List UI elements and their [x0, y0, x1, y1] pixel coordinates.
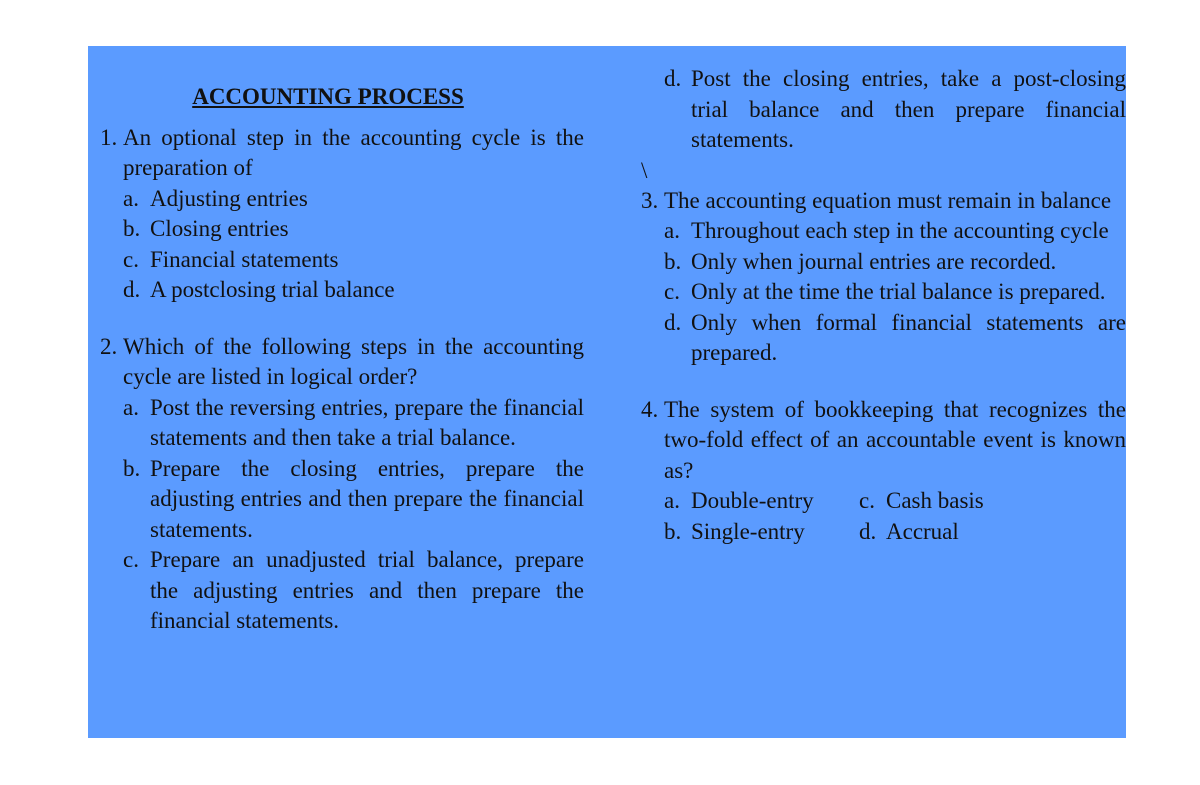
option-letter: a.	[664, 218, 680, 243]
option-text: Throughout each step in the accounting cycle	[691, 218, 1109, 243]
option-text: Only when formal financial statements are prepared.	[691, 309, 1126, 365]
option-letter: c.	[123, 547, 139, 572]
option-text: Single-entry	[691, 518, 805, 544]
option-text: Only at the time the trial balance is prepared.	[691, 279, 1106, 304]
stray-mark: \	[641, 157, 648, 183]
right-column	[641, 64, 1126, 547]
option-1b	[100, 214, 584, 245]
option-text: Closing entries	[150, 216, 289, 241]
question-number: 2.	[100, 333, 118, 359]
option-letter: b.	[664, 518, 682, 544]
question-2	[100, 332, 584, 393]
option-text: A postclosing trial balance	[150, 277, 395, 302]
option-1d	[100, 275, 584, 306]
question-4	[641, 395, 1126, 487]
option-3a	[641, 216, 1126, 247]
option-2a	[100, 393, 584, 454]
option-3c	[641, 277, 1126, 308]
question-number: 3.	[641, 187, 659, 213]
option-4c	[859, 486, 1054, 517]
question-text: An optional step in the accounting cycle is the preparation of	[123, 124, 584, 180]
page-title: ACCOUNTING PROCESS	[192, 84, 464, 109]
option-2d	[641, 64, 1126, 156]
option-letter: a.	[123, 394, 139, 420]
option-text: Double-entry	[691, 488, 814, 513]
option-2c	[100, 545, 584, 637]
question-text: Which of the following steps in the accounting cycle are listed in logical order?	[123, 333, 584, 389]
option-letter: a.	[123, 185, 139, 211]
option-3b	[641, 247, 1126, 278]
question-1	[100, 123, 584, 184]
option-letter: d.	[859, 518, 877, 544]
option-letter: d.	[664, 66, 682, 91]
question-text: The accounting equation must remain in balance	[664, 187, 1112, 213]
option-text: Accrual	[886, 518, 959, 544]
option-letter: c.	[664, 279, 680, 304]
question-3	[641, 186, 1126, 217]
option-2b	[100, 454, 584, 546]
option-text: Post the closing entries, take a post-closing trial balance and then prepare financial statements.	[691, 66, 1126, 152]
option-letter: a.	[664, 488, 680, 513]
option-letter: b.	[664, 248, 682, 274]
option-1c	[100, 245, 584, 276]
option-letter: d.	[664, 309, 682, 335]
option-4b	[664, 517, 859, 548]
options-row-2	[641, 517, 1126, 548]
option-letter: c.	[859, 488, 875, 513]
option-letter: c.	[123, 246, 139, 272]
option-4a	[664, 486, 859, 517]
question-text: The system of bookkeeping that recognizes the two-fold effect of an accountable event is known as?	[664, 396, 1126, 483]
option-letter: b.	[123, 455, 141, 481]
left-column	[100, 82, 584, 637]
question-number: 1.	[100, 124, 118, 150]
option-text: Prepare an unadjusted trial balance, prepare the adjusting entries and then prepare the financial statements.	[150, 547, 584, 633]
option-4d	[859, 517, 1054, 548]
option-text: Cash basis	[886, 488, 984, 513]
option-text: Only when journal entries are recorded.	[691, 248, 1057, 274]
option-text: Financial statements	[150, 246, 339, 272]
option-1a	[100, 184, 584, 215]
option-letter: b.	[123, 216, 141, 241]
question-number: 4.	[641, 396, 659, 422]
option-text: Prepare the closing entries, prepare the adjusting entries and then prepare the financial statements.	[150, 455, 584, 542]
option-3d	[641, 308, 1126, 369]
options-row-1	[641, 486, 1126, 517]
option-text: Post the reversing entries, prepare the financial statements and then take a trial balance.	[150, 394, 584, 450]
option-text: Adjusting entries	[150, 185, 308, 211]
option-letter: d.	[123, 277, 141, 302]
